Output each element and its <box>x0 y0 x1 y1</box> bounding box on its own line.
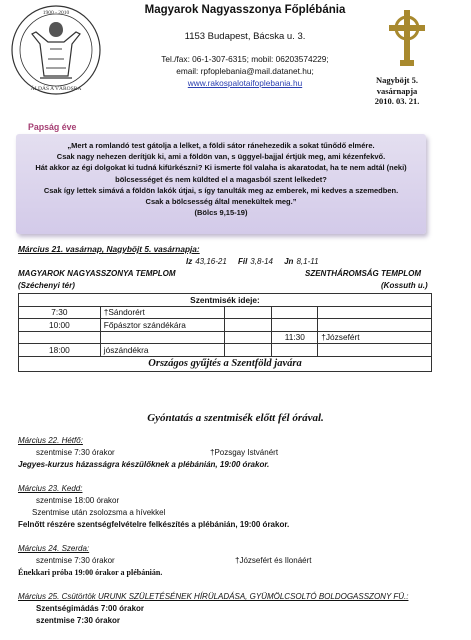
table-row <box>19 306 432 319</box>
mass-time <box>272 344 318 357</box>
mass-time <box>272 306 318 319</box>
quote-citation: (Bölcs 9,15-19) <box>194 208 248 218</box>
mass-intention: †Józsefért <box>318 331 432 344</box>
mass-intention: †Sándorért <box>100 306 224 319</box>
sunday-date: 2010. 03. 21. <box>374 96 420 106</box>
section-title: Papság éve <box>28 122 77 132</box>
church-right-place: (Kossuth u.) <box>381 281 428 290</box>
quote-line: Csak nagy nehezen derítjük ki, ami a földön van, s üggyel-bajjal értjük meg, ami kézenfekvő. <box>56 152 386 162</box>
day-line: Felnőtt részére szentségfelvételre felkészítés a plébánián, 19:00 órakor. <box>18 520 290 529</box>
quote-line: Hát akkor az égi dolgokat ki tudná kifürkészni? Ki ismerte föl valaha is akaratodat, ha te nem adtál (neki) <box>35 163 407 173</box>
day-line: Szentmise után zsolozsma a hívekkel <box>32 508 166 517</box>
quote-line: Csak a bölcsesség által menekültek meg.” <box>145 197 297 207</box>
readings <box>186 257 319 266</box>
mass-time: 18:00 <box>19 344 101 357</box>
church-left-name: MAGYAROK NAGYASSZONYA TEMPLOM <box>18 269 176 278</box>
reading-ref: 43,16-21 <box>195 257 227 266</box>
phone-line: Tel./fax: 06-1-307-6315; mobil: 06203574229; <box>161 54 329 64</box>
day-heading: Március 25. Csütörtök URUNK SZÜLETÉSÉNEK HÍRÜLADÁSA, GYÜMÖLCSOLTÓ BOLDOGASSZONY FÜ.: <box>18 592 409 601</box>
day-line: Énekkari próba 19:00 órakor a plébánián. <box>18 568 163 577</box>
email-line: email: rpfoplebania@mail.datanet.hu; <box>176 66 314 76</box>
table-header: Szentmisék ideje: <box>19 294 432 307</box>
table-row <box>19 319 432 332</box>
sunday-line-2: vasárnapja <box>376 85 418 96</box>
mass-time: 7:30 <box>19 306 101 319</box>
day-line: szentmise 18:00 órakor <box>36 496 120 505</box>
parish-address: 1153 Budapest, Bácska u. 3. <box>184 31 306 42</box>
day-line: szentmise 7:30 órakor <box>36 556 115 565</box>
sunday-label <box>366 75 428 107</box>
mass-intention <box>318 344 432 357</box>
mass-time: 11:30 <box>272 331 318 344</box>
mass-schedule-table <box>18 293 432 372</box>
confession-note: Gyóntatás a szentmisék előtt fél órával. <box>147 412 324 424</box>
logo-top-text: 1900 - 2010 <box>42 10 70 16</box>
mass-time: 10:00 <box>19 319 101 332</box>
parish-logo <box>10 4 102 96</box>
contact-block <box>120 53 370 89</box>
reading-book: Fil <box>237 257 248 266</box>
day-heading: Március 22. Hétfő: <box>18 436 83 445</box>
day-line-intent: †Pozsgay Istvánért <box>210 448 279 457</box>
mass-intention: jószándékra <box>100 344 224 357</box>
church-right-name: SZENTHÁROMSÁG TEMPLOM <box>305 269 421 278</box>
table-row <box>19 331 432 344</box>
day-heading: Március 23. Kedd: <box>18 484 83 493</box>
quote-line: „Mert a romlandó test gátolja a lelket, a földi sátor ránehezedik a sokat tűnődő elmére. <box>67 141 375 150</box>
day-line: szentmise 7:30 órakor <box>36 616 121 625</box>
logo-bottom-text: ÁLDÁS A VÁROSRA <box>30 86 82 92</box>
mass-intention <box>318 306 432 319</box>
reading-book: Jn <box>284 257 294 266</box>
table-row <box>19 344 432 357</box>
church-left-place: (Széchenyi tér) <box>18 281 75 290</box>
parish-title: Magyarok Nagyasszonya Főplébánia <box>144 4 346 16</box>
celtic-cross-icon <box>385 8 429 68</box>
day-heading: Március 24. Szerda: <box>18 544 90 553</box>
day-line: Jegyes-kurzus házasságra készülőknek a plébánián, 19:00 órakor. <box>18 460 270 469</box>
mass-intention: Főpásztor szándékára <box>100 319 224 332</box>
reading-ref: 8,1-11 <box>296 257 319 266</box>
scripture-quote-box <box>16 134 426 234</box>
quote-line: bölcsességet és nem küldted el a magasból szent lelkedet? <box>115 174 327 184</box>
mass-time <box>19 331 101 344</box>
day-line: Szentségimádás 7:00 órakor <box>36 604 145 613</box>
sunday-heading: Március 21. vasárnap, Nagyböjt 5. vasárnapja: <box>18 244 200 254</box>
website-link[interactable]: www.rakospalotaifoplebania.hu <box>187 78 303 88</box>
reading-ref: 3,8-14 <box>250 257 273 266</box>
reading-book: Iz <box>186 257 193 266</box>
sunday-line-1: Nagyböjt 5. <box>375 75 419 85</box>
day-line-intent: †Józsefért és Ilonáért <box>235 556 312 565</box>
collection-notice: Országos gyűjtés a Szentföld javára <box>19 356 432 371</box>
day-line: szentmise 7:30 órakor <box>36 448 115 457</box>
quote-line: Csak így lettek simává a földön lakók útjai, s így tanulták meg az emberek, mi kedves a szemedben. <box>43 185 399 195</box>
mass-time <box>272 319 318 332</box>
mass-intention <box>318 319 432 332</box>
mass-intention <box>100 331 224 344</box>
